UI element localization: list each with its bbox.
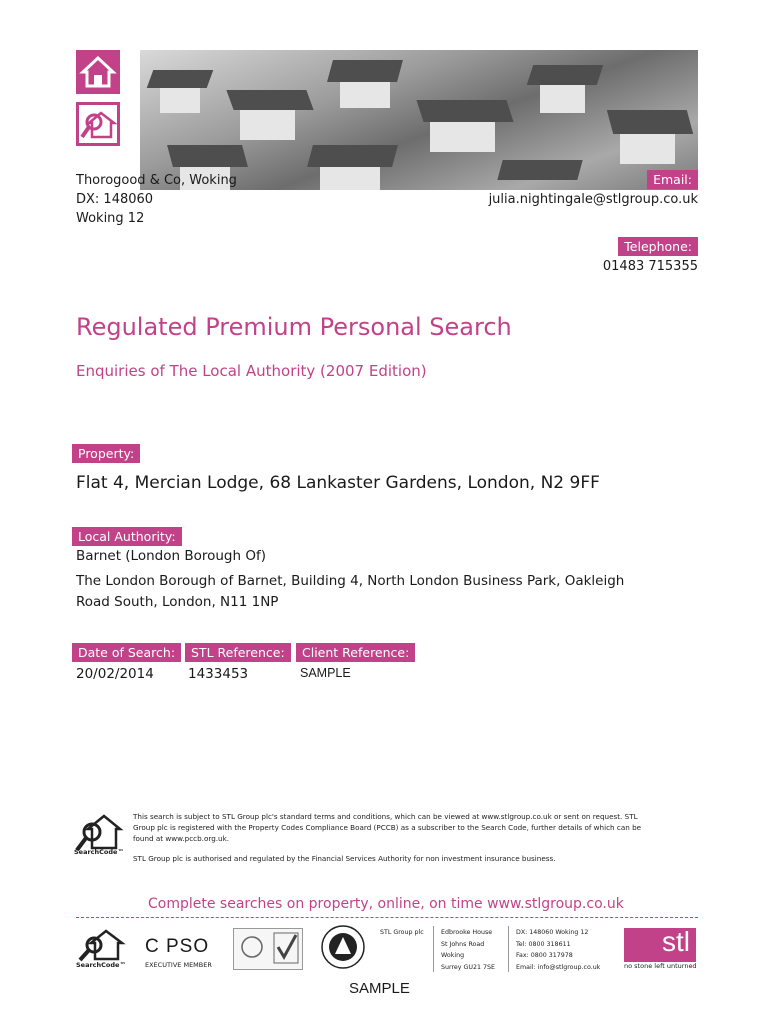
- page-subtitle: Enquiries of The Local Authority (2007 Edition): [76, 362, 427, 380]
- footer-address-line: Edbrooke House: [441, 929, 493, 936]
- sample-watermark: SAMPLE: [349, 980, 410, 997]
- client-reference-label: Client Reference:: [296, 643, 415, 662]
- tagline: Complete searches on property, online, on time www.stlgroup.co.uk: [148, 896, 624, 912]
- footer-address-line: Woking: [441, 952, 465, 959]
- telephone-value: 01483 715355: [602, 259, 698, 274]
- copso-executive-member: EXECUTIVE MEMBER: [145, 961, 212, 969]
- footer-contact-line: Fax: 0800 317978: [516, 952, 573, 959]
- footer-company-name: STL Group plc: [380, 929, 424, 936]
- footer-address-line: St Johns Road: [441, 940, 485, 948]
- stl-logo: [624, 928, 696, 962]
- hero-image-rooftops: [140, 50, 698, 190]
- local-authority-address-1: The London Borough of Barnet, Building 4, North London Business Park, Oakleigh: [76, 573, 625, 589]
- address-line-3: Woking 12: [76, 211, 145, 226]
- tick-certificate-icon: [233, 928, 303, 970]
- footer-address-line: Surrey GU21 7SE: [441, 963, 496, 971]
- terms-line-3: found at www.pccb.org.uk.: [133, 834, 230, 843]
- date-of-search-value: 20/02/2014: [76, 666, 154, 682]
- address-line-2: DX: 148060: [76, 192, 154, 207]
- footer-contact-line: Tel: 0800 318611: [516, 940, 571, 948]
- email-value: julia.nightingale@stlgroup.co.uk: [488, 192, 698, 207]
- property-value: Flat 4, Mercian Lodge, 68 Lankaster Gardens, London, N2 9FF: [76, 473, 600, 493]
- footer-contact: [516, 927, 600, 973]
- searchcode-label: SearchCode™: [74, 848, 124, 856]
- stl-reference-label: STL Reference:: [185, 643, 291, 662]
- footer-divider-1: [433, 926, 434, 972]
- footer-contact-line: DX: 148060 Woking 12: [516, 929, 589, 936]
- footer-divider-2: [508, 926, 509, 972]
- local-authority-address-2: Road South, London, N11 1NP: [76, 594, 279, 610]
- email-label: Email:: [647, 170, 698, 189]
- address-line-1: Thorogood & Co, Woking: [76, 173, 237, 188]
- copso-logo: C PSO: [145, 936, 210, 957]
- footer-address: [441, 927, 495, 973]
- terms-line-2: Group plc is registered with the Property Codes Compliance Board (PCCB) as a subscriber to the Search Code, further details of which can be: [133, 823, 642, 832]
- footer-searchcode-label: SearchCode™: [76, 961, 126, 969]
- terms-line-1: This search is subject to STL Group plc's standard terms and conditions, which can be viewed at www.stlgroup.co.uk or sent on request. STL: [133, 812, 638, 821]
- local-authority-name: Barnet (London Borough Of): [76, 548, 266, 564]
- search-house-icon: [76, 102, 120, 146]
- divider: [76, 917, 698, 918]
- property-label: Property:: [72, 444, 140, 463]
- trading-standards-icon: [320, 924, 366, 970]
- telephone-label: Telephone:: [618, 237, 698, 256]
- stl-slogan: no stone left unturned: [624, 962, 697, 970]
- home-icon: [76, 50, 120, 94]
- local-authority-label: Local Authority:: [72, 527, 182, 546]
- footer-contact-line: Email: info@stlgroup.co.uk: [516, 963, 601, 971]
- client-reference-value: SAMPLE: [300, 666, 351, 680]
- date-of-search-label: Date of Search:: [72, 643, 181, 662]
- stl-logo-text: stl: [662, 926, 690, 957]
- stl-reference-value: 1433453: [188, 666, 249, 682]
- page-title: Regulated Premium Personal Search: [76, 313, 512, 341]
- terms-line-4: STL Group plc is authorised and regulated by the Financial Services Authority for non investment insurance business.: [133, 854, 556, 863]
- footer-company: [380, 927, 424, 939]
